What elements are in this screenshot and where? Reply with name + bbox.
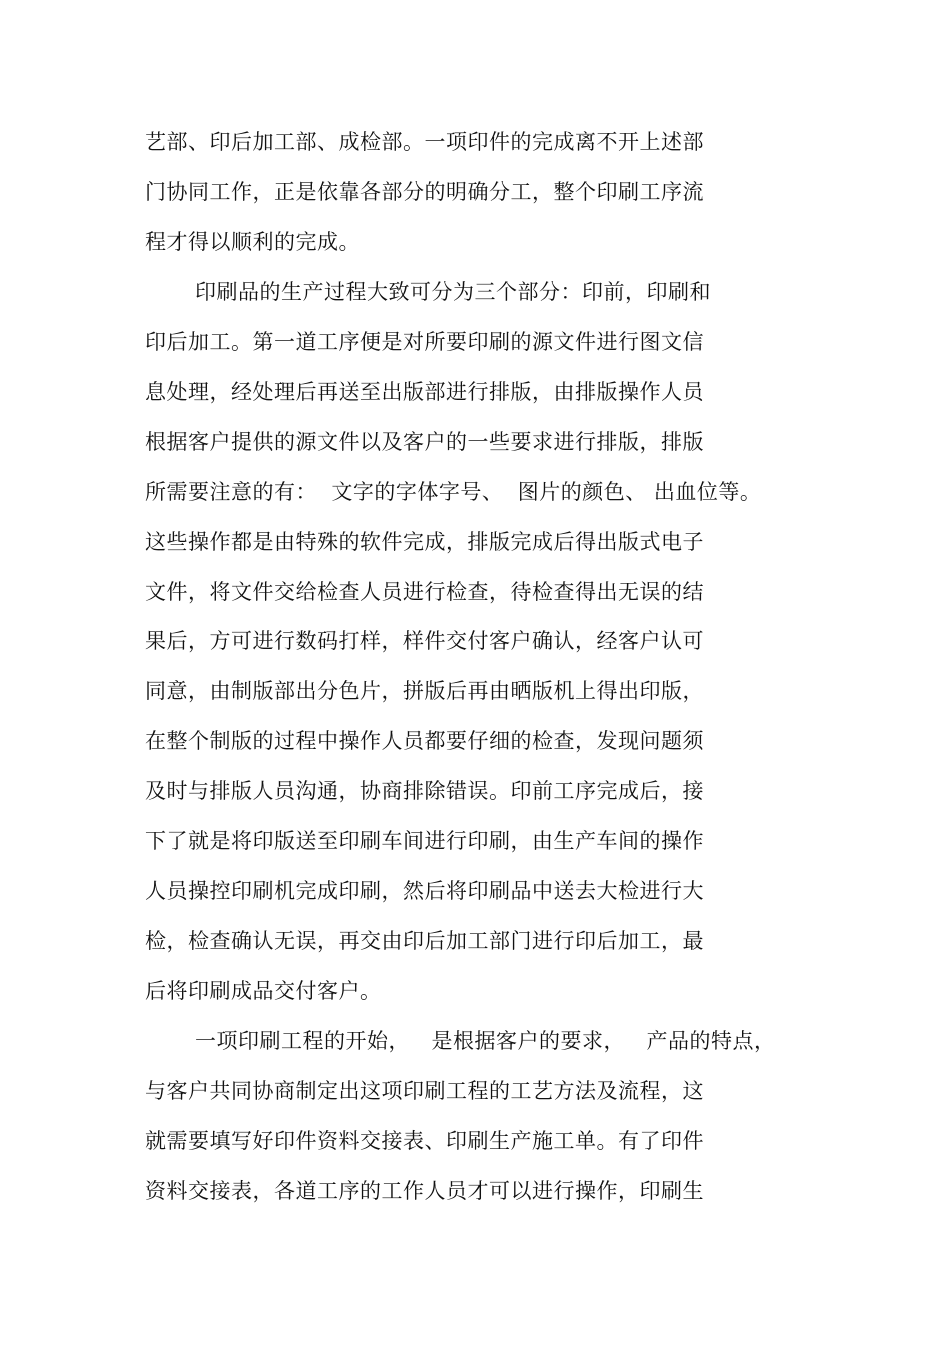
text-line: 检，检查确认无误，再交由印后加工部门进行印后加工，最 (145, 929, 704, 953)
text-line: 在整个制版的过程中操作人员都要仔细的检查，发现问题须 (145, 729, 704, 753)
text-line: 及时与排版人员沟通，协商排除错误。印前工序完成后，接 (145, 779, 704, 803)
text-line: 这些操作都是由特殊的软件完成，排版完成后得出版式电子 (145, 530, 704, 554)
text-line: 后将印刷成品交付客户。 (145, 979, 382, 1003)
text-line: 印后加工。第一道工序便是对所要印刷的源文件进行图文信 (145, 330, 704, 354)
paragraph-start-line: 印刷品的生产过程大致可分为三个部分：印前，印刷和 (195, 280, 711, 304)
text-line: 同意，由制版部出分色片，拼版后再由晒版机上得出印版， (145, 679, 704, 703)
text-line: 果后，方可进行数码打样，样件交付客户确认，经客户认可 (145, 629, 704, 653)
text-line: 程才得以顺利的完成。 (145, 230, 360, 254)
text-line: 息处理，经处理后再送至出版部进行排版，由排版操作人员 (145, 380, 704, 404)
text-line: 就需要填写好印件资料交接表、印刷生产施工单。有了印件 (145, 1129, 704, 1153)
text-line: 资料交接表，各道工序的工作人员才可以进行操作，印刷生 (145, 1179, 704, 1203)
text-line: 所需要注意的有： 文字的字体字号、 图片的颜色、 出血位等。 (145, 480, 762, 504)
text-line: 下了就是将印版送至印刷车间进行印刷，由生产车间的操作 (145, 829, 704, 853)
text-line: 人员操控印刷机完成印刷，然后将印刷品中送去大检进行大 (145, 879, 704, 903)
text-line: 门协同工作，正是依靠各部分的明确分工，整个印刷工序流 (145, 180, 704, 204)
text-line: 与客户共同协商制定出这项印刷工程的工艺方法及流程，这 (145, 1079, 704, 1103)
text-line: 艺部、印后加工部、成检部。一项印件的完成离不开上述部 (145, 130, 704, 154)
text-line: 文件，将文件交给检查人员进行检查，待检查得出无误的结 (145, 580, 704, 604)
text-line: 根据客户提供的源文件以及客户的一些要求进行排版，排版 (145, 430, 704, 454)
paragraph-start-line: 一项印刷工程的开始， 是根据客户的要求， 产品的特点， (195, 1029, 776, 1053)
